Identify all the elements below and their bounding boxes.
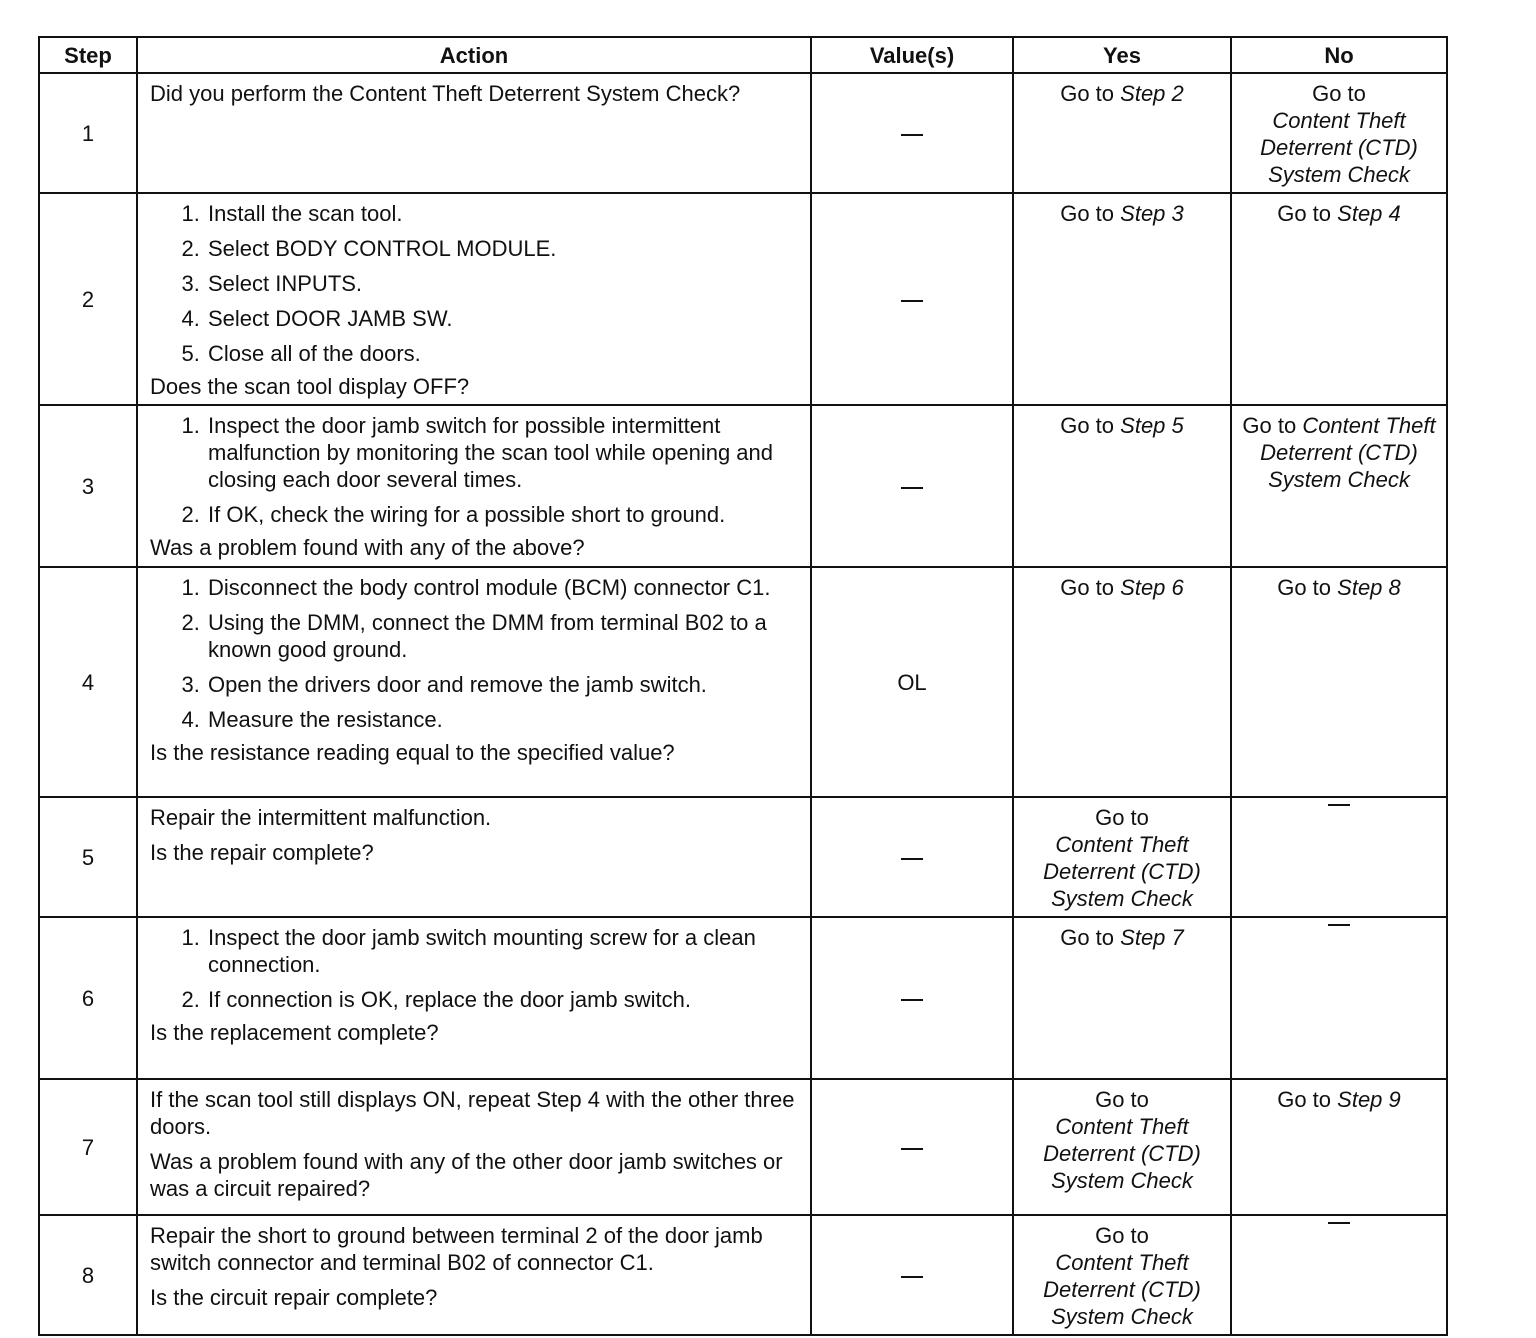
- action-step: 2. Select BODY CONTROL MODULE.: [206, 235, 800, 262]
- no-cell-box: [1232, 918, 1446, 930]
- no-action-dash: [1328, 924, 1350, 926]
- value-cell: [811, 567, 1013, 797]
- goto-target[interactable]: Step 7: [1120, 925, 1184, 950]
- no-cell-box: [1232, 798, 1446, 810]
- value-dash: [901, 999, 923, 1001]
- no-cell-box: [1232, 74, 1446, 192]
- action-step: 1. Install the scan tool.: [206, 200, 800, 227]
- step-number: 6: [39, 917, 137, 1079]
- step-number: 3: [39, 405, 137, 567]
- yes-cell-box: [1014, 918, 1230, 955]
- no-cell: [1231, 797, 1447, 917]
- action-step: 3. Select INPUTS.: [206, 270, 800, 297]
- action-steps: [150, 574, 800, 733]
- action-step: 3. Open the drivers door and remove the jamb switch.: [206, 671, 800, 698]
- no-action-dash: [1328, 804, 1350, 806]
- goto-target[interactable]: Step 4: [1337, 201, 1401, 226]
- action-cell: [137, 1079, 811, 1215]
- goto-target[interactable]: Content Theft Deterrent (CTD) System Check: [1043, 1250, 1201, 1329]
- value-dash: [901, 858, 923, 860]
- goto-prefix: Go to: [1060, 413, 1115, 438]
- value-text: OL: [897, 669, 927, 695]
- no-cell: [1231, 1079, 1447, 1215]
- action-steps: [150, 924, 800, 1013]
- step-number: 5: [39, 797, 137, 917]
- goto-target[interactable]: Content Theft Deterrent (CTD) System Check: [1260, 413, 1436, 492]
- action-cell: [137, 917, 811, 1079]
- action-text: Repair the intermittent malfunction.: [150, 805, 492, 830]
- goto-prefix: Go to: [1095, 805, 1149, 830]
- no-cell: [1231, 193, 1447, 405]
- value-cell: [811, 1079, 1013, 1215]
- value-dash: [901, 1276, 923, 1278]
- action-text: If the scan tool still displays ON, repeat Step 4 with the other three doors.: [150, 1087, 795, 1139]
- header-row: [39, 37, 1447, 73]
- goto-target[interactable]: Step 9: [1337, 1087, 1401, 1112]
- action-steps: [150, 412, 800, 528]
- action-question: Is the resistance reading equal to the specified value?: [150, 740, 675, 765]
- yes-cell: [1013, 797, 1231, 917]
- action-text: Did you perform the Content Theft Deterrent System Check?: [150, 81, 741, 106]
- yes-cell-box: [1014, 568, 1230, 605]
- yes-cell-box: [1014, 74, 1230, 111]
- action-cell: [137, 73, 811, 193]
- no-cell-box: [1232, 1080, 1446, 1117]
- value-dash: [901, 1148, 923, 1150]
- goto-target[interactable]: Content Theft Deterrent (CTD) System Check: [1043, 1114, 1201, 1193]
- yes-cell-box: [1014, 406, 1230, 443]
- step-number: 1: [39, 73, 137, 193]
- goto-target[interactable]: Content Theft Deterrent (CTD) System Check: [1260, 108, 1418, 187]
- value-dash: [901, 134, 923, 136]
- no-action-dash: [1328, 1222, 1350, 1224]
- value-cell: [811, 73, 1013, 193]
- goto-prefix: Go to: [1060, 575, 1115, 600]
- no-cell: [1231, 405, 1447, 567]
- yes-cell: [1013, 567, 1231, 797]
- goto-prefix: Go to: [1242, 413, 1297, 438]
- goto-prefix: Go to: [1312, 81, 1366, 106]
- table-row: [39, 405, 1447, 567]
- table-row: [39, 1215, 1447, 1335]
- goto-prefix: Go to: [1060, 925, 1115, 950]
- goto-line[interactable]: [1277, 574, 1401, 601]
- no-cell-box: [1232, 406, 1446, 497]
- action-question: Is the replacement complete?: [150, 1020, 439, 1045]
- goto-target[interactable]: Step 2: [1120, 81, 1184, 106]
- action-text: Is the circuit repair complete?: [150, 1285, 438, 1310]
- goto-line[interactable]: [1060, 412, 1184, 439]
- yes-cell: [1013, 405, 1231, 567]
- action-step: 5. Close all of the doors.: [206, 340, 800, 367]
- yes-cell: [1013, 1215, 1231, 1335]
- table-row: [39, 1079, 1447, 1215]
- action-text: Is the repair complete?: [150, 840, 374, 865]
- yes-cell: [1013, 73, 1231, 193]
- no-cell: [1231, 917, 1447, 1079]
- diagnostic-table: [38, 36, 1448, 1336]
- action-step: 4. Select DOOR JAMB SW.: [206, 305, 800, 332]
- action-text: Repair the short to ground between terminal 2 of the door jamb switch connector and terminal B02 of connector C1.: [150, 1223, 763, 1275]
- yes-cell: [1013, 193, 1231, 405]
- action-step: 2. Using the DMM, connect the DMM from terminal B02 to a known good ground.: [206, 609, 800, 663]
- goto-line[interactable]: [1236, 412, 1442, 493]
- goto-target[interactable]: Step 8: [1337, 575, 1401, 600]
- action-step: 4. Measure the resistance.: [206, 706, 800, 733]
- step-number: 2: [39, 193, 137, 405]
- goto-target[interactable]: Step 5: [1120, 413, 1184, 438]
- goto-line[interactable]: [1060, 924, 1184, 951]
- value-cell: [811, 193, 1013, 405]
- action-cell: [137, 797, 811, 917]
- yes-cell-box: [1014, 1216, 1230, 1334]
- goto-target[interactable]: Content Theft Deterrent (CTD) System Check: [1043, 832, 1201, 911]
- value-dash: [901, 300, 923, 302]
- value-cell: [811, 1215, 1013, 1335]
- step-number: 4: [39, 567, 137, 797]
- goto-line[interactable]: [1060, 574, 1184, 601]
- action-step: 2. If connection is OK, replace the door jamb switch.: [206, 986, 800, 1013]
- action-cell: [137, 567, 811, 797]
- action-question: Was a problem found with any of the above?: [150, 535, 585, 560]
- action-step: 1. Inspect the door jamb switch mounting screw for a clean connection.: [206, 924, 800, 978]
- action-text: Was a problem found with any of the other door jamb switches or was a circuit repaired?: [150, 1149, 783, 1201]
- value-cell: [811, 405, 1013, 567]
- header-yes: Yes: [1013, 37, 1231, 73]
- header-no: No: [1231, 37, 1447, 73]
- value-dash: [901, 487, 923, 489]
- goto-line[interactable]: [1277, 200, 1401, 227]
- action-step: 1. Disconnect the body control module (BCM) connector C1.: [206, 574, 800, 601]
- table-body: [39, 73, 1447, 1335]
- goto-prefix: Go to: [1277, 575, 1332, 600]
- goto-prefix: Go to: [1060, 201, 1115, 226]
- no-cell: [1231, 73, 1447, 193]
- action-step: 1. Inspect the door jamb switch for possible intermittent malfunction by monitoring the scan tool while opening and closing each door several times.: [206, 412, 800, 493]
- step-number: 8: [39, 1215, 137, 1335]
- goto-prefix: Go to: [1060, 81, 1115, 106]
- goto-prefix: Go to: [1277, 201, 1332, 226]
- action-step: 2. If OK, check the wiring for a possible short to ground.: [206, 501, 800, 528]
- table-row: [39, 193, 1447, 405]
- value-cell: [811, 797, 1013, 917]
- table-row: [39, 917, 1447, 1079]
- table-row: [39, 797, 1447, 917]
- table-row: [39, 567, 1447, 797]
- goto-line[interactable]: [1060, 200, 1184, 227]
- yes-cell-box: [1014, 1080, 1230, 1198]
- yes-cell: [1013, 1079, 1231, 1215]
- header-action: Action: [137, 37, 811, 73]
- action-cell: [137, 405, 811, 567]
- value-cell: [811, 917, 1013, 1079]
- action-question: Does the scan tool display OFF?: [150, 374, 470, 399]
- action-steps: [150, 200, 800, 367]
- no-cell: [1231, 1215, 1447, 1335]
- yes-cell: [1013, 917, 1231, 1079]
- goto-target[interactable]: Step 6: [1120, 575, 1184, 600]
- yes-cell-box: [1014, 798, 1230, 916]
- no-cell: [1231, 567, 1447, 797]
- no-cell-box: [1232, 194, 1446, 231]
- goto-line[interactable]: [1277, 1086, 1401, 1113]
- action-cell: [137, 193, 811, 405]
- header-values: Value(s): [811, 37, 1013, 73]
- goto-prefix: Go to: [1277, 1087, 1332, 1112]
- yes-cell-box: [1014, 194, 1230, 231]
- goto-line[interactable]: [1060, 80, 1184, 107]
- action-cell: [137, 1215, 811, 1335]
- step-number: 7: [39, 1079, 137, 1215]
- table-row: [39, 73, 1447, 193]
- goto-prefix: Go to: [1095, 1223, 1149, 1248]
- header-step: Step: [39, 37, 137, 73]
- no-cell-box: [1232, 568, 1446, 605]
- goto-target[interactable]: Step 3: [1120, 201, 1184, 226]
- no-cell-box: [1232, 1216, 1446, 1228]
- goto-prefix: Go to: [1095, 1087, 1149, 1112]
